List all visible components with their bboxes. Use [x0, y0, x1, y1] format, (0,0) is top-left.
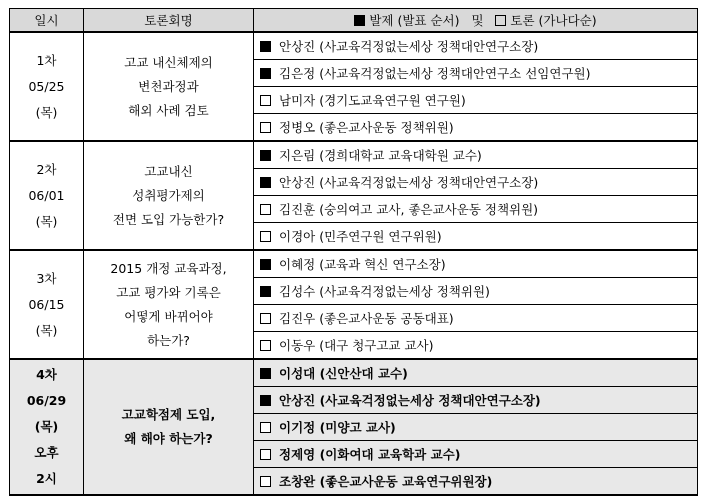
sessions-body: [10, 250, 698, 359]
speaker-text: 이동우 (대구 청구고교 교사): [279, 338, 434, 353]
speaker-text: 정병오 (좋은교사운동 정책위원): [279, 120, 454, 135]
empty-square-icon: [260, 476, 271, 487]
filled-square-icon: [260, 395, 271, 406]
session-date-line: 2차: [36, 161, 57, 177]
session-topic-line: 고교내신: [144, 163, 193, 179]
session-topic-line: 왜 해야 하는가?: [124, 431, 213, 446]
session-date-line: 05/25: [28, 78, 65, 94]
speaker-text: 안상진 (사교육걱정없는세상 정책대안연구소장): [279, 39, 539, 54]
speaker-text: 김진우 (좋은교사운동 공동대표): [279, 311, 454, 326]
speaker-cell: [254, 332, 698, 360]
session-date-line: 4차: [36, 367, 57, 382]
speaker-row: [10, 141, 698, 169]
speaker-cell: [254, 196, 698, 223]
sessions-body: [10, 141, 698, 250]
filled-square-icon: [260, 286, 271, 297]
speaker-text: 지은림 (경희대학교 교육대학원 교수): [279, 148, 482, 163]
session-date: [10, 141, 84, 250]
session-date-line: 오후: [34, 445, 59, 460]
session-topic-line: 변천과정과: [138, 78, 199, 94]
sessions-body: [10, 32, 698, 141]
date-column-header: 일시: [10, 9, 84, 33]
session-topic-line: 전면 도입 가능한가?: [112, 211, 225, 227]
filled-square-icon: [354, 15, 365, 26]
session-topic: [84, 359, 254, 495]
session-topic-line: 고교 평가와 기록은: [116, 284, 221, 300]
speaker-row: [10, 250, 698, 278]
empty-square-icon: [495, 15, 506, 26]
empty-square-icon: [260, 231, 271, 242]
speaker-cell: [254, 278, 698, 305]
speaker-text: 정제영 (이화여대 교육학과 교수): [279, 447, 461, 462]
session-topic: [84, 32, 254, 141]
session-date-line: 06/15: [28, 296, 65, 312]
session-topic-line: 성취평가제의: [132, 187, 205, 203]
empty-square-icon: [260, 422, 271, 433]
empty-square-icon: [260, 449, 271, 460]
empty-square-icon: [260, 340, 271, 351]
speaker-row: [10, 32, 698, 60]
speaker-cell: [254, 32, 698, 60]
speaker-text: 이혜정 (교육과 혁신 연구소장): [279, 257, 446, 272]
speaker-cell: [254, 141, 698, 169]
speaker-cell: [254, 250, 698, 278]
legend-presenter: 발제 (발표 순서): [369, 13, 460, 28]
empty-square-icon: [260, 204, 271, 215]
empty-square-icon: [260, 95, 271, 106]
speaker-cell: [254, 169, 698, 196]
session-topic-line: 하는가?: [147, 332, 190, 348]
session-date-line: 06/29: [26, 393, 67, 408]
filled-square-icon: [260, 41, 271, 52]
speaker-text: 이경아 (민주연구원 연구위원): [279, 229, 442, 244]
empty-square-icon: [260, 313, 271, 324]
session-topic-line: 고교 내신체제의: [124, 54, 213, 70]
legend-and: 및: [471, 13, 484, 28]
speaker-cell: [254, 387, 698, 414]
filled-square-icon: [260, 177, 271, 188]
speaker-cell: [254, 305, 698, 332]
session-date-line: (목): [35, 104, 58, 120]
speaker-row: [10, 359, 698, 387]
session-date-line: 06/01: [28, 187, 65, 203]
session-date-line: (목): [35, 213, 58, 229]
sessions-body: [10, 359, 698, 495]
speaker-text: 이성대 (신안산대 교수): [279, 366, 408, 381]
session-date: [10, 359, 84, 495]
session-date-line: 1차: [36, 52, 57, 68]
empty-square-icon: [260, 122, 271, 133]
filled-square-icon: [260, 68, 271, 79]
session-topic-line: 2015 개정 교육과정,: [110, 260, 227, 276]
speaker-cell: [254, 114, 698, 142]
speaker-text: 이기정 (미양고 교사): [279, 420, 396, 435]
session-date-line: (목): [34, 419, 59, 434]
speaker-cell: [254, 60, 698, 87]
filled-square-icon: [260, 368, 271, 379]
speaker-cell: [254, 441, 698, 468]
speaker-text: 김성수 (사교육걱정없는세상 정책위원): [279, 284, 490, 299]
speaker-column-header: [254, 9, 698, 33]
speaker-cell: [254, 359, 698, 387]
speaker-cell: [254, 468, 698, 496]
speaker-cell: [254, 223, 698, 251]
session-topic-line: 어떻게 바뀌어야: [124, 308, 213, 324]
filled-square-icon: [260, 150, 271, 161]
session-date-line: (목): [35, 322, 58, 338]
legend-discussant: 토론 (가나다순): [510, 13, 597, 28]
session-date-line: 2시: [36, 471, 57, 486]
session-date: [10, 32, 84, 141]
session-topic-line: 해외 사례 검토: [128, 102, 209, 118]
speaker-cell: [254, 414, 698, 441]
speaker-text: 김은정 (사교육걱정없는세상 정책대안연구소 선임연구원): [279, 66, 591, 81]
header-row: [10, 9, 698, 33]
speaker-cell: [254, 87, 698, 114]
session-date-line: 3차: [36, 270, 57, 286]
topic-column-header: 토론회명: [84, 9, 254, 33]
session-date: [10, 250, 84, 359]
speaker-text: 안상진 (사교육걱정없는세상 정책대안연구소장): [279, 175, 539, 190]
speaker-text: 조창완 (좋은교사운동 교육연구위원장): [279, 474, 493, 489]
schedule-table: [9, 8, 698, 496]
speaker-text: 안상진 (사교육걱정없는세상 정책대안연구소장): [279, 393, 541, 408]
speaker-text: 김진훈 (숭의여고 교사, 좋은교사운동 정책위원): [279, 202, 539, 217]
session-topic: [84, 250, 254, 359]
filled-square-icon: [260, 259, 271, 270]
session-topic-line: 고교학점제 도입,: [121, 407, 216, 422]
speaker-text: 남미자 (경기도교육연구원 연구원): [279, 93, 466, 108]
session-topic: [84, 141, 254, 250]
